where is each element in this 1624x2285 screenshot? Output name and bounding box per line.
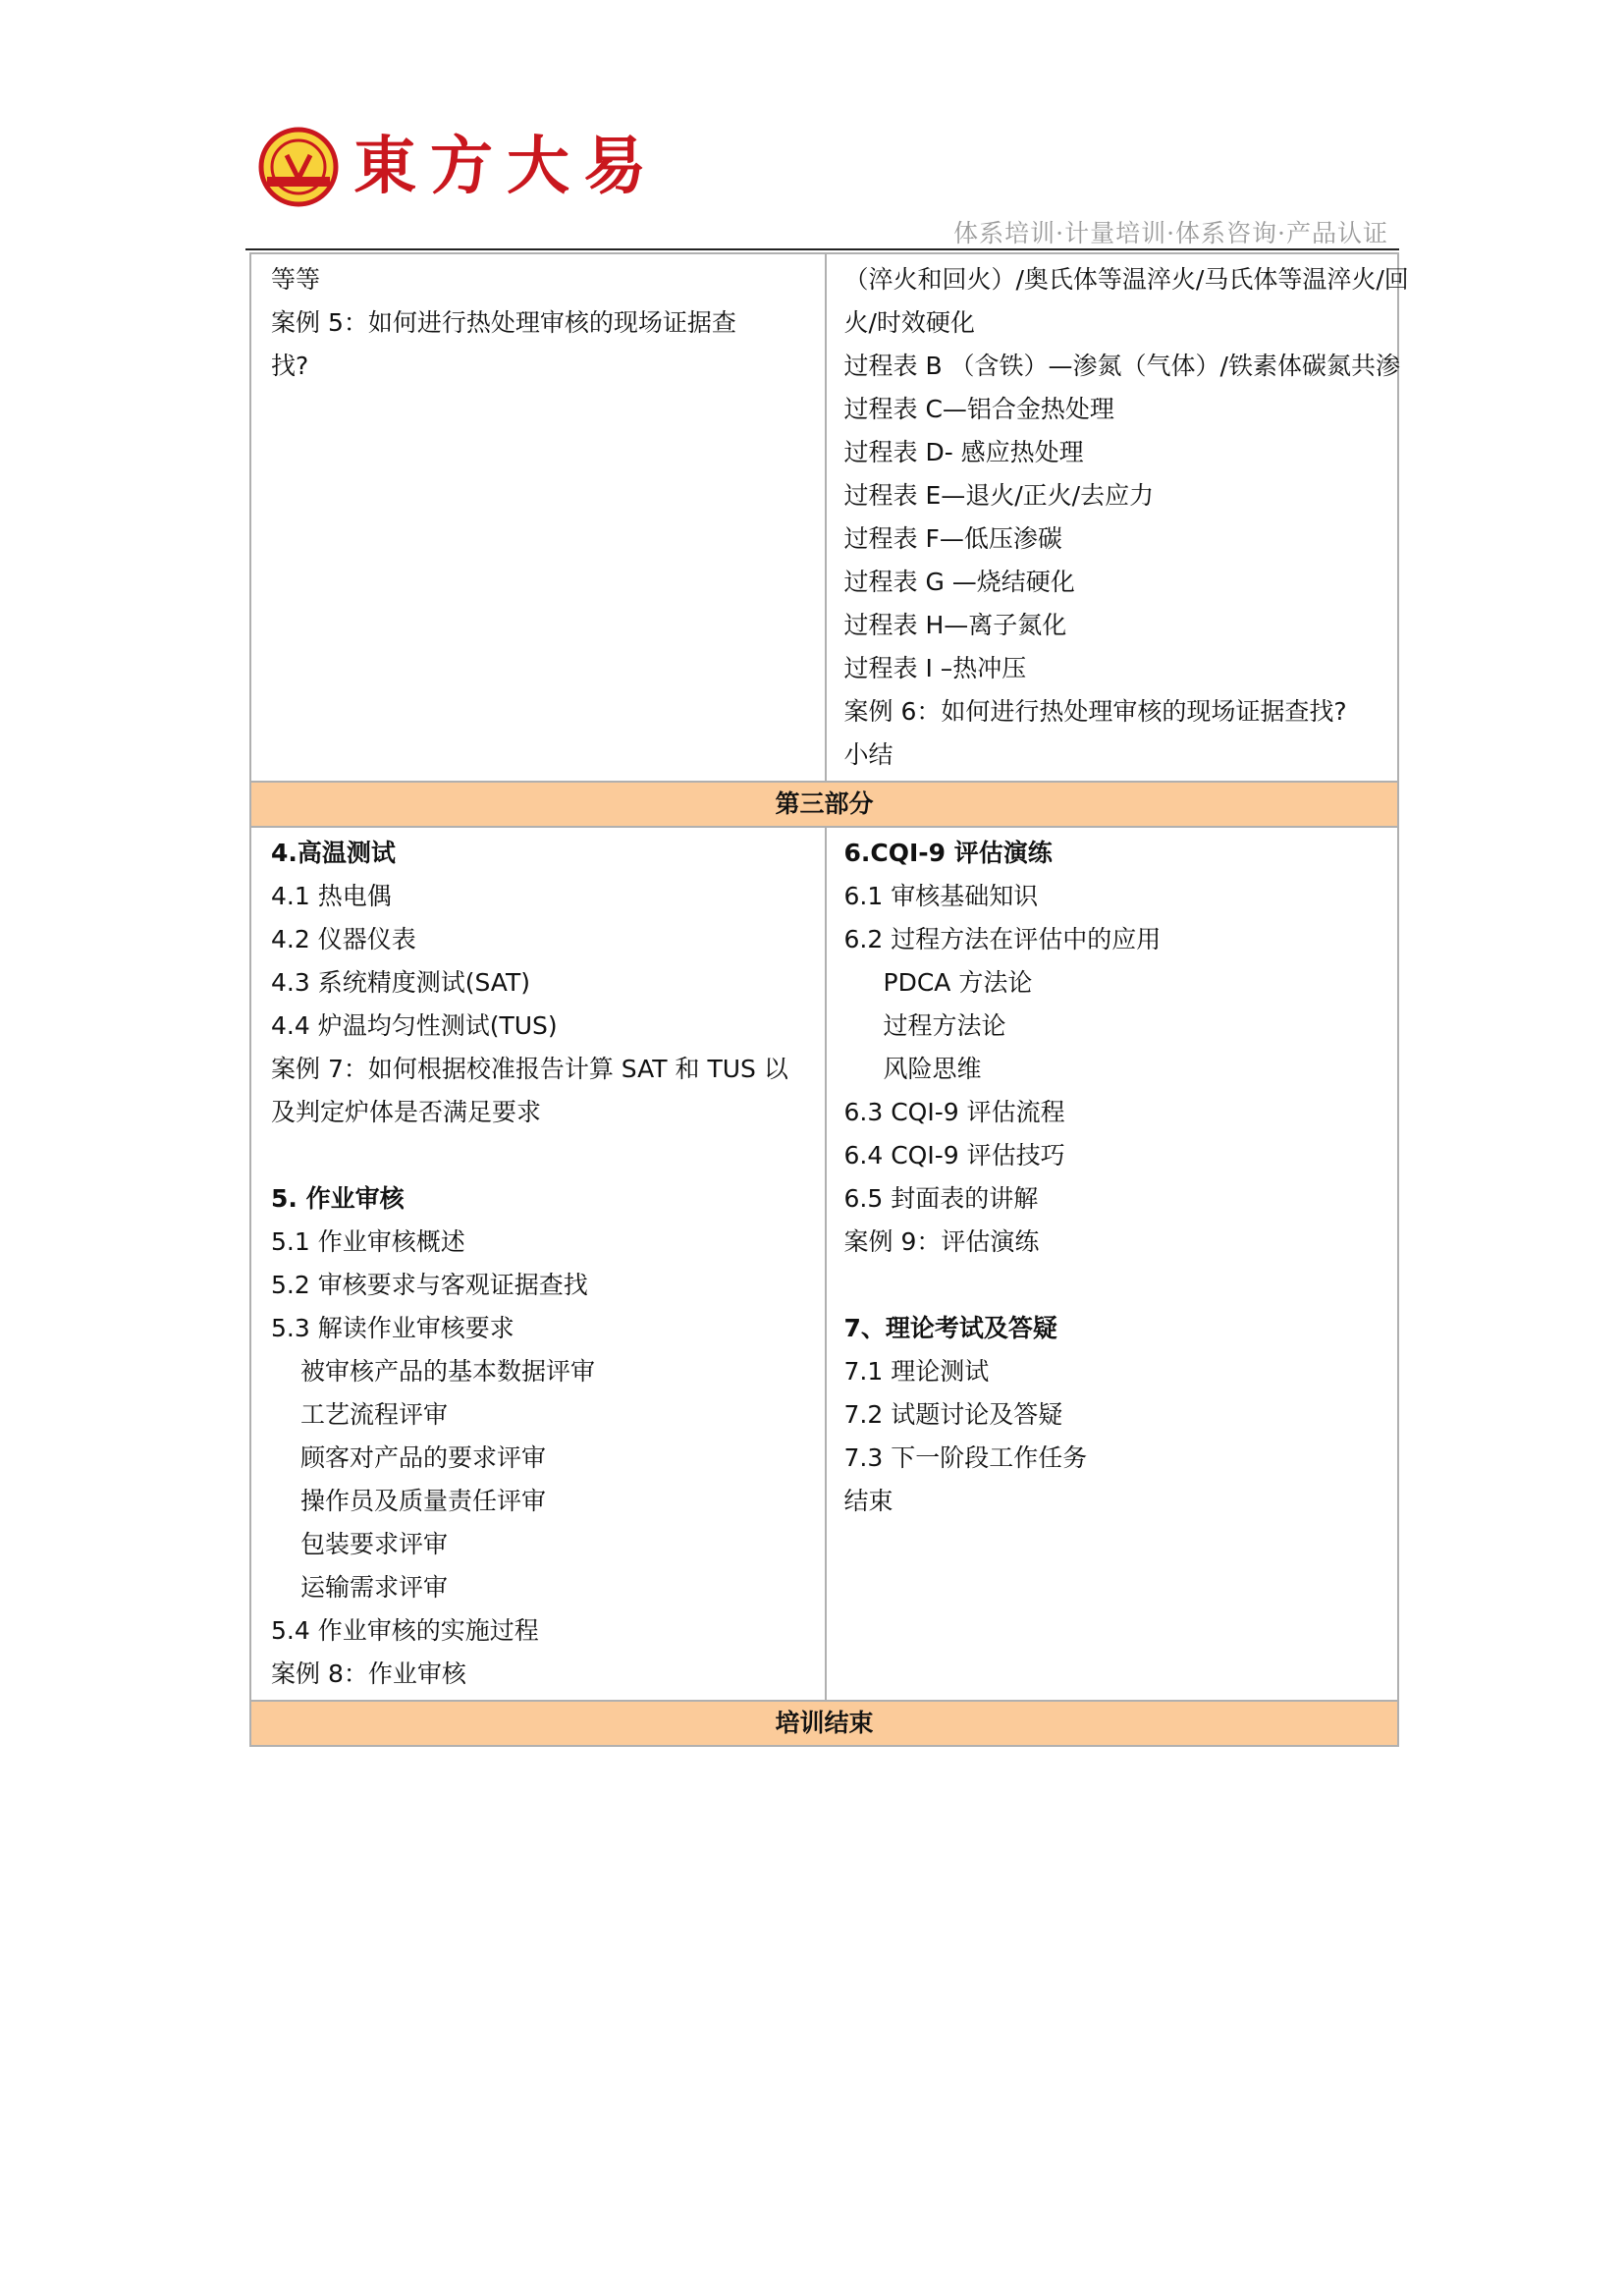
outline-row-part2-continued xyxy=(251,254,1409,781)
outline-line: 过程表 C—铝合金热处理 xyxy=(843,395,1114,423)
outline-line: 案例 8：作业审核 xyxy=(271,1659,466,1688)
outline-subline: 过程方法论 xyxy=(883,1011,1006,1040)
outline-subline: 操作员及质量责任评审 xyxy=(300,1487,547,1515)
outline-cell-right xyxy=(825,254,1409,781)
course-outline-table xyxy=(249,252,1409,1747)
section-heading: 7、理论考试及答疑 xyxy=(843,1314,1057,1342)
outline-line: 过程表 E—退火/正火/去应力 xyxy=(843,481,1155,510)
section-heading: 4.高温测试 xyxy=(271,839,396,867)
outline-line: 6.1 审核基础知识 xyxy=(843,882,1039,910)
outline-cell-right xyxy=(825,828,1398,1700)
outline-line: 4.2 仪器仪表 xyxy=(271,925,416,953)
header-divider xyxy=(245,248,1399,250)
outline-subline: 顾客对产品的要求评审 xyxy=(300,1443,547,1472)
outline-line: 小结 xyxy=(843,740,893,769)
outline-line: 火/时效硬化 xyxy=(843,308,975,337)
company-seal-icon xyxy=(257,126,340,208)
outline-line: 6.2 过程方法在评估中的应用 xyxy=(843,925,1162,953)
outline-line: 过程表 I –热冲压 xyxy=(843,654,1027,682)
outline-line: 案例 6：如何进行热处理审核的现场证据查找? xyxy=(843,697,1347,726)
outline-line: 案例 7：如何根据校准报告计算 SAT 和 TUS 以 xyxy=(271,1055,788,1083)
outline-line: 5.1 作业审核概述 xyxy=(271,1227,465,1256)
outline-line: 6.3 CQI-9 评估流程 xyxy=(843,1098,1065,1126)
outline-line: （淬火和回火）/奥氏体等温淬火/马氏体等温淬火/回 xyxy=(843,265,1409,294)
outline-line: 4.3 系统精度测试(SAT) xyxy=(271,968,530,997)
outline-line: 5.2 审核要求与客观证据查找 xyxy=(271,1271,588,1299)
section-banner-end: 培训结束 xyxy=(251,1700,1397,1745)
outline-line: 6.5 封面表的讲解 xyxy=(843,1184,1039,1213)
outline-line: 案例 5：如何进行热处理审核的现场证据查 xyxy=(271,308,736,337)
spacer xyxy=(271,1134,815,1177)
outline-subline: 被审核产品的基本数据评审 xyxy=(300,1357,596,1386)
outline-line: 过程表 F—低压渗碳 xyxy=(843,524,1062,553)
outline-line: 过程表 B （含铁）—渗氮（气体）/铁素体碳氮共渗 xyxy=(843,352,1400,380)
section-banner-part3: 第三部分 xyxy=(251,781,1397,826)
outline-line: 6.4 CQI-9 评估技巧 xyxy=(843,1141,1065,1170)
outline-row-part3 xyxy=(251,826,1397,1700)
outline-subline: 运输需求评审 xyxy=(300,1573,449,1602)
outline-line: 过程表 D- 感应热处理 xyxy=(843,438,1084,466)
outline-line: 7.2 试题讨论及答疑 xyxy=(843,1400,1063,1429)
outline-line: 4.4 炉温均匀性测试(TUS) xyxy=(271,1011,558,1040)
outline-line: 5.3 解读作业审核要求 xyxy=(271,1314,514,1342)
outline-line: 4.1 热电偶 xyxy=(271,882,392,910)
outline-cell-left xyxy=(251,254,825,781)
outline-line: 案例 9：评估演练 xyxy=(843,1227,1040,1256)
page-header xyxy=(0,0,1624,255)
spacer xyxy=(844,1264,1388,1307)
outline-line: 找? xyxy=(271,352,309,380)
outline-line: 及判定炉体是否满足要求 xyxy=(271,1098,542,1126)
outline-line: 等等 xyxy=(271,265,321,294)
outline-line: 7.3 下一阶段工作任务 xyxy=(843,1443,1088,1472)
header-slogan: 体系培训·计量培训·体系咨询·产品认证 xyxy=(953,219,1388,247)
company-logo-text: 東方大易 xyxy=(353,130,660,203)
outline-cell-left xyxy=(251,828,825,1700)
outline-subline: 风险思维 xyxy=(883,1055,982,1083)
outline-line: 5.4 作业审核的实施过程 xyxy=(271,1616,539,1645)
outline-line: 7.1 理论测试 xyxy=(843,1357,990,1386)
section-heading: 6.CQI-9 评估演练 xyxy=(843,839,1053,867)
outline-subline: PDCA 方法论 xyxy=(883,968,1033,997)
outline-line: 过程表 G —烧结硬化 xyxy=(843,568,1075,596)
outline-line: 过程表 H—离子氮化 xyxy=(843,611,1067,639)
outline-subline: 包装要求评审 xyxy=(300,1530,449,1558)
outline-line: 结束 xyxy=(843,1487,893,1515)
outline-subline: 工艺流程评审 xyxy=(300,1400,449,1429)
section-heading: 5. 作业审核 xyxy=(271,1184,405,1213)
